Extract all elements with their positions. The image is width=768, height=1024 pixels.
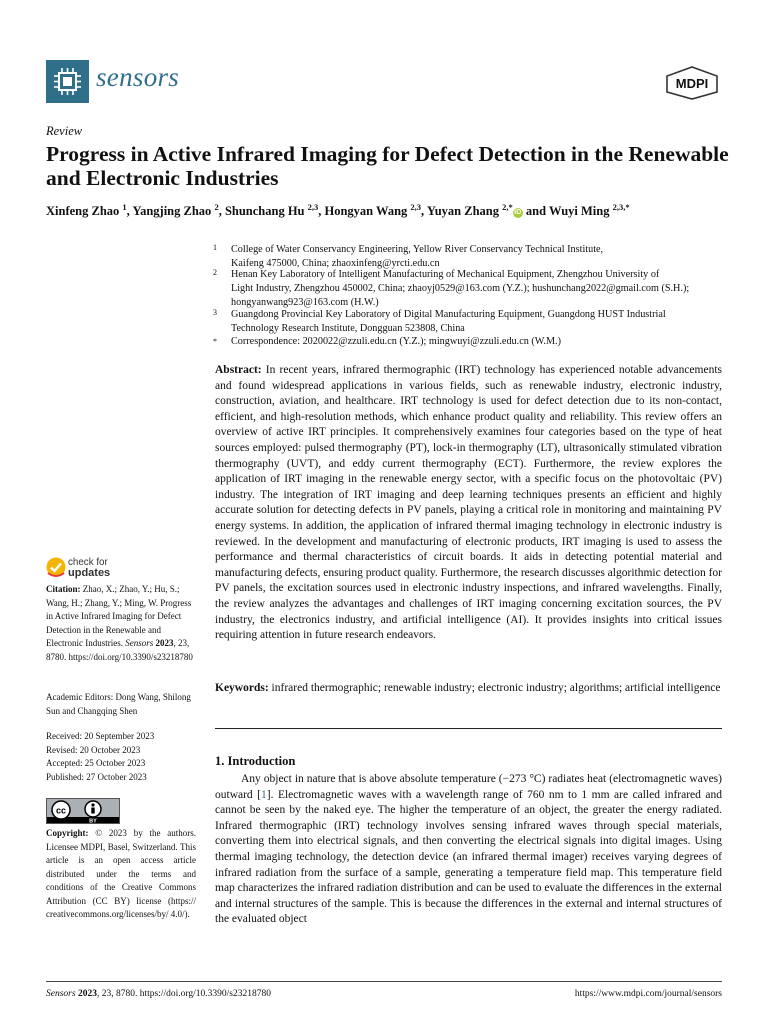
section-heading: 1. Introduction: [215, 754, 296, 768]
intro-text: Any object in nature that is above absolute temperature (−273 °C) radiates heat (electromagnetic waves) outward [: [215, 773, 722, 801]
affiliation-number: 3: [213, 308, 217, 317]
orcid-icon[interactable]: iD: [514, 209, 522, 217]
check-updates-line: updates: [68, 567, 111, 579]
author-list: Xinfeng Zhao $^1$, Yangjing Zhao $^2$, Shunchang Hu $^{2,3}$, Hongyan Wang $^{2,3}$, Yuyan Zhang $^{2,*}$iD and Wuyi Ming $^{2,3,*}$: [46, 202, 630, 219]
journal-name: sensors: [96, 62, 180, 92]
keywords: [215, 681, 722, 697]
cc-label: BY: [89, 818, 97, 823]
affiliation-line: Light Industry, Zhengzhou 450002, China; zhaoyj0529@163.com (Y.Z.); hushunchang2022@gmail.com (S.H.);: [231, 282, 690, 294]
published-date: Published: 27 October 2023: [46, 771, 147, 782]
abstract-text: In recent years, infrared thermographic (IRT) technology has experienced notable advancements and found widespread applications in various fields, such as renewable industry, electronic industry, construction, aviation, and healthcare. IRT technology is used for defect detection due to its non-contact, efficient, and high-resolution methods, which enhance product quality and reliability. This review offers an overview of active IRT principles. It comprehensively examines four categories based on the type of heat sources employed: pulsed thermography (PT), lock-in thermography (LT), ultrasonically stimulated vibration thermography (UVT), and eddy current thermography (ECT). Furthermore, the review explores the application of IRT imaging in the renewable energy sector, with a specific focus on the photovoltaic (PV) industry. The integration of IRT imaging and deep learning techniques presents an efficient and highly accurate solution for detecting defects in PV panels, playing a critical role in monitoring and maintaining PV energy systems. In addition, the application of infrared thermal imaging technology in electronic industry is reviewed. In the development and manufacturing of electronic products, IRT imaging is used to assess the performance and thermal characteristics of circuit boards. It aids in detecting potential material and manufacturing defects, ensuring product quality. Furthermore, the research discusses algorithmic detection for PV panels, the excitation sources used in electronic industry inspections, and infrared wavelengths. Finally, the review analyzes the advantages and challenges of IRT imaging concerning excitation sources, the PV industry, the electronics industry, and artificial intelligence (AI). It provides insights into critical issues requiring attention in future research endeavors.: [215, 364, 723, 642]
author-affiliation-mark: 2,3,*: [612, 202, 630, 212]
footer-citation: [46, 989, 271, 999]
intro-text: ]. Electromagnetic waves with a wavelength range of 760 nm to 1 mm are called infrared and cannot be seen by the naked eye. The higher the temperature of an object, the greater the energy radiated. Infrared thermographic (IRT) technology involves sensing infrared waves through special materials, converting them into electrical signals, and then converting the electrical signals into digital images. Using thermal imaging technology, the detection device (an infrared thermal imager) receives varying degrees of infrared radiation from the surface of a sample, generating a temperature field map. This temperature field map characterizes the infrared radiation distribution and can be used to evaluate the differences in the external and internal structures of the sample. This is because the differences in the external and internal structures of the evaluated object: [215, 788, 722, 926]
affiliation-line: Technology Research Institute, Dongguan 523808, China: [231, 322, 465, 334]
copyright-text: © 2023 by the authors. Licensee MDPI, Basel, Switzerland. This article is an open access article distributed under the terms and conditions of the Creative Commons Attribution (CC BY) license (https:// creativecommons.org/licenses/by/ 4.0/).: [46, 828, 197, 919]
affiliation-number: 1: [213, 243, 217, 252]
affiliation-line: Henan Key Laboratory of Intelligent Manufacturing of Mechanical Equipment, Zhengzhou University of: [231, 269, 660, 280]
keywords-text: infrared thermographic; renewable industry; electronic industry; algorithms; artificial intelligence: [271, 682, 721, 694]
affiliation-number: *: [213, 337, 217, 346]
journal-logo-icon: [46, 60, 89, 103]
author-affiliation-mark: 2,3: [307, 202, 319, 212]
citation-label: Citation:: [46, 584, 81, 594]
abstract: [215, 363, 722, 644]
publisher-name: MDPI: [675, 76, 709, 91]
author-affiliation-mark: 2,*: [502, 202, 513, 212]
author-affiliation-mark: 1: [122, 202, 127, 212]
author-name: Wuyi Ming: [548, 204, 610, 219]
academic-editors: Academic Editors: Dong Wang, Shilong Sun and Changqing Shen: [46, 692, 191, 716]
correspondence: [231, 335, 731, 349]
affiliation-line: Correspondence: 2020022@zzuli.edu.cn (Y.Z.); mingwuyi@zzuli.edu.cn (W.M.): [231, 336, 561, 347]
citation-doi[interactable]: , 23, 8780. https://doi.org/10.3390/s23218780: [46, 638, 193, 662]
abstract-label: Abstract:: [215, 364, 262, 376]
footer-journal: Sensors: [46, 989, 76, 999]
footer-doi[interactable]: , 23, 8780. https://doi.org/10.3390/s23218780: [96, 989, 271, 999]
check-for-updates-icon[interactable]: [46, 556, 66, 583]
author-name: Shunchang Hu: [224, 204, 305, 219]
svg-text:cc: cc: [55, 805, 67, 816]
copyright-label: Copyright:: [46, 828, 89, 838]
citation-block: [46, 583, 196, 664]
author-name: Xinfeng Zhao: [46, 204, 120, 219]
affiliation: [231, 243, 731, 271]
footer-year: 2023: [77, 989, 97, 999]
publication-dates: [46, 730, 196, 784]
received-date: Received: 20 September 2023: [46, 731, 155, 741]
divider: [215, 728, 722, 729]
paper-title: Progress in Active Infrared Imaging for Defect Detection in the Renewable and Electronic Industries: [46, 142, 729, 190]
citation-year: 2023: [155, 638, 174, 648]
affiliation-line: hongyanwang923@163.com (H.W.): [231, 296, 379, 308]
copyright-block: [46, 827, 196, 922]
citation-journal: Sensors: [125, 638, 154, 648]
footer-journal-url[interactable]: https://www.mdpi.com/journal/sensors: [574, 989, 722, 999]
author-affiliation-mark: 2,3: [410, 202, 422, 212]
affiliation-line: Kaifeng 475000, China; zhaoxinfeng@yrcti.edu.cn: [231, 257, 440, 269]
citation-text: Zhao, X.; Zhao, Y.; Hu, S.; Wang, H.; Zhang, Y.; Ming, W. Progress in Active Infrared Imaging for Defect Detection in the Renewable and Electronic Industries.: [46, 584, 192, 648]
reference-link[interactable]: 1: [261, 788, 267, 801]
keywords-label: Keywords:: [215, 682, 269, 694]
introduction-text: [215, 772, 722, 928]
article-type: Review: [46, 124, 83, 138]
affiliation-line: Guangdong Provincial Key Laboratory of Digital Manufacturing Equipment, Guangdong HUST Industrial: [231, 309, 666, 320]
check-for-updates-label[interactable]: [68, 558, 110, 578]
accepted-date: Accepted: 25 October 2023: [46, 758, 146, 768]
revised-date: Revised: 20 October 2023: [46, 744, 141, 755]
cc-by-license-icon[interactable]: [46, 798, 120, 824]
author-name: Yangjing Zhao: [132, 204, 212, 219]
affiliation-number: 2: [213, 268, 217, 277]
footer-divider: [46, 981, 722, 982]
author-affiliation-mark: 2: [214, 202, 219, 212]
check-updates-line: check for: [68, 557, 108, 568]
author-name: Hongyan Wang: [324, 204, 408, 219]
affiliation: [231, 308, 731, 336]
mdpi-logo: [664, 66, 720, 105]
affiliation: [231, 268, 731, 309]
affiliation-line: College of Water Conservancy Engineering, Yellow River Conservancy Technical Institute,: [231, 244, 604, 255]
author-name: Yuyan Zhang: [426, 204, 499, 219]
